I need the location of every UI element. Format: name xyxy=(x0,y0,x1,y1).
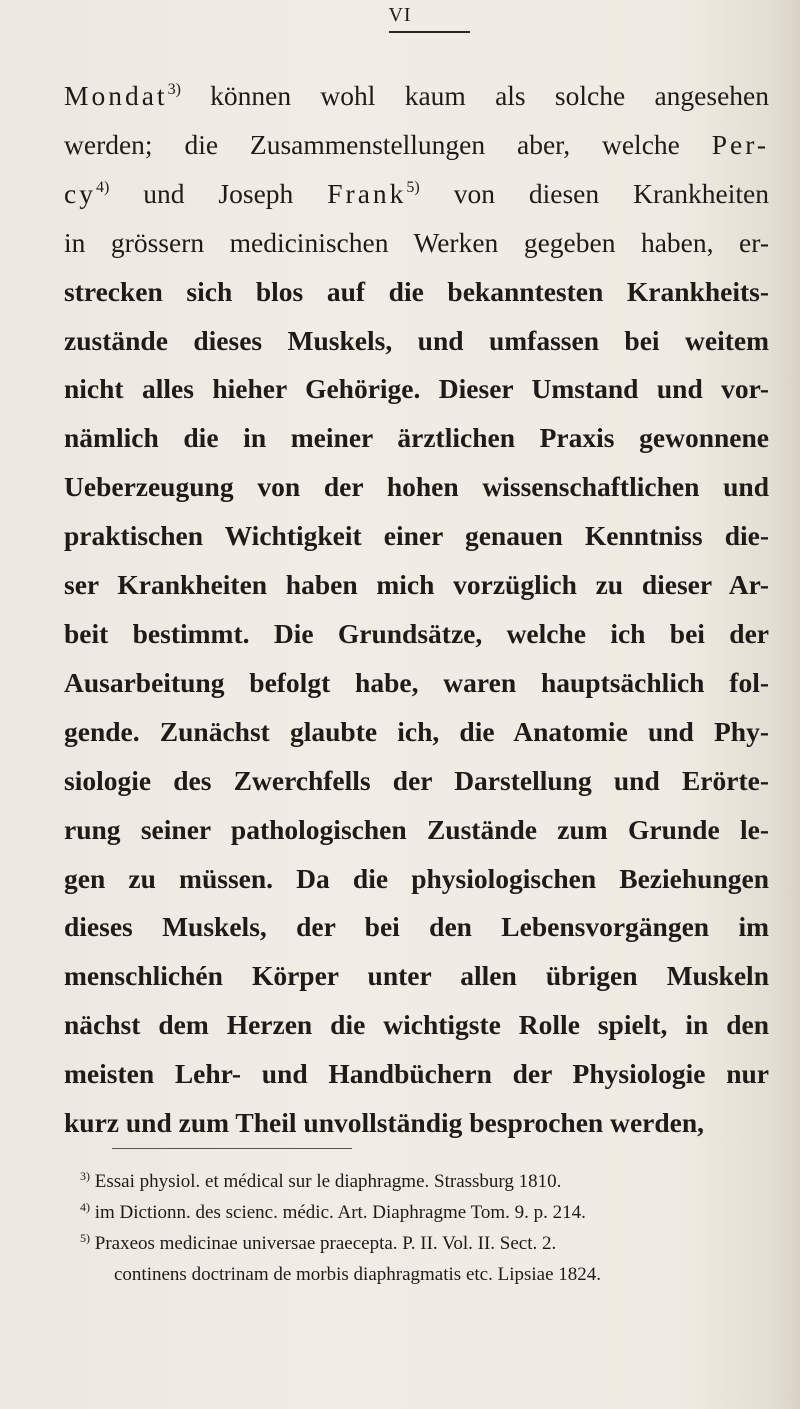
author-name-percy-end: cy xyxy=(64,177,96,209)
text-line-6: zustände dieses Muskels, und umfassen bei weitem xyxy=(64,324,769,356)
text-line-17: gen zu müssen. Da die physiologischen Beziehungen xyxy=(64,862,769,894)
author-name-percy-part: Per- xyxy=(711,128,769,160)
text-line-22: kurz und zum Theil unvollständig besprochen werden, xyxy=(64,1107,705,1139)
body-paragraph xyxy=(64,72,769,1148)
text-line-11: ser Krankheiten haben mich vorzüglich zu dieser Ar- xyxy=(64,569,769,601)
text-line-8: nämlich die in meiner ärztlichen Praxis gewonnene xyxy=(64,422,769,454)
header-rule xyxy=(389,31,470,33)
text-line-20: nächst dem Herzen die wichtigste Rolle spielt, in den xyxy=(64,1009,769,1041)
footnote-rule xyxy=(112,1148,352,1149)
text-line-2: werden; die Zusammenstellungen aber, welche Per- xyxy=(64,128,769,160)
text-line-3: $cy^{4)}$ und Joseph Frank$^{5)}$ von diesen Krankheiten xyxy=(64,177,769,209)
footnote-5-continued: continens doctrinam de morbis diaphragmatis etc. Lipsiae 1824. xyxy=(114,1264,602,1285)
footnote-4: $^{4)}$ im Dictionn. des scienc. médic. Art. Diaphragme Tom. 9. p. 214. xyxy=(80,1200,586,1223)
text-line-12: beit bestimmt. Die Grundsätze, welche ich bei der xyxy=(64,617,769,649)
text-line-16: rung seiner pathologischen Zustände zum Grunde le- xyxy=(64,813,769,845)
text-line-21: meisten Lehr- und Handbüchern der Physiologie nur xyxy=(64,1058,769,1090)
text-line-4: in grössern medicinischen Werken gegeben haben, er- xyxy=(64,226,769,258)
text-line-10: praktischen Wichtigkeit einer genauen Kenntniss die- xyxy=(64,520,769,552)
page-number: VI xyxy=(388,4,412,26)
footnote-ref-5: 5) xyxy=(406,178,420,196)
text-line-7: nicht alles hieher Gehörige. Dieser Umstand und vor- xyxy=(64,373,769,405)
text-line-9: Ueberzeugung von der hohen wissenschaftlichen und xyxy=(64,471,769,503)
footnote-3: $^{3)}$ Essai physiol. et médical sur le diaphragme. Strassburg 1810. xyxy=(80,1169,562,1192)
footnote-ref-4: 4) xyxy=(95,178,110,196)
text-line-14: gende. Zunächst glaubte ich, die Anatomie und Phy- xyxy=(64,715,769,747)
author-name-frank: Frank xyxy=(327,177,407,209)
text-line-1: Mondat$^{3)}$ können wohl kaum als solche angesehen xyxy=(64,80,769,111)
text-line-15: siologie des Zwerchfells der Darstellung und Erörte- xyxy=(64,764,769,796)
footnote-ref-3: 3) xyxy=(167,81,181,98)
footnotes xyxy=(80,1166,770,1290)
author-name-mondat: Mondat xyxy=(64,80,168,111)
text-line-13: Ausarbeitung befolgt habe, waren hauptsächlich fol- xyxy=(64,666,769,698)
text-line-19: menschlichén Körper unter allen übrigen Muskeln xyxy=(64,960,769,992)
text-line-5: strecken sich blos auf die bekanntesten Krankheits- xyxy=(64,275,769,307)
footnote-5: $^{5)}$ Praxeos medicinae universae praecepta. P. II. Vol. II. Sect. 2. xyxy=(80,1231,557,1254)
text-line-18: dieses Muskels, der bei den Lebensvorgängen im xyxy=(64,911,769,943)
